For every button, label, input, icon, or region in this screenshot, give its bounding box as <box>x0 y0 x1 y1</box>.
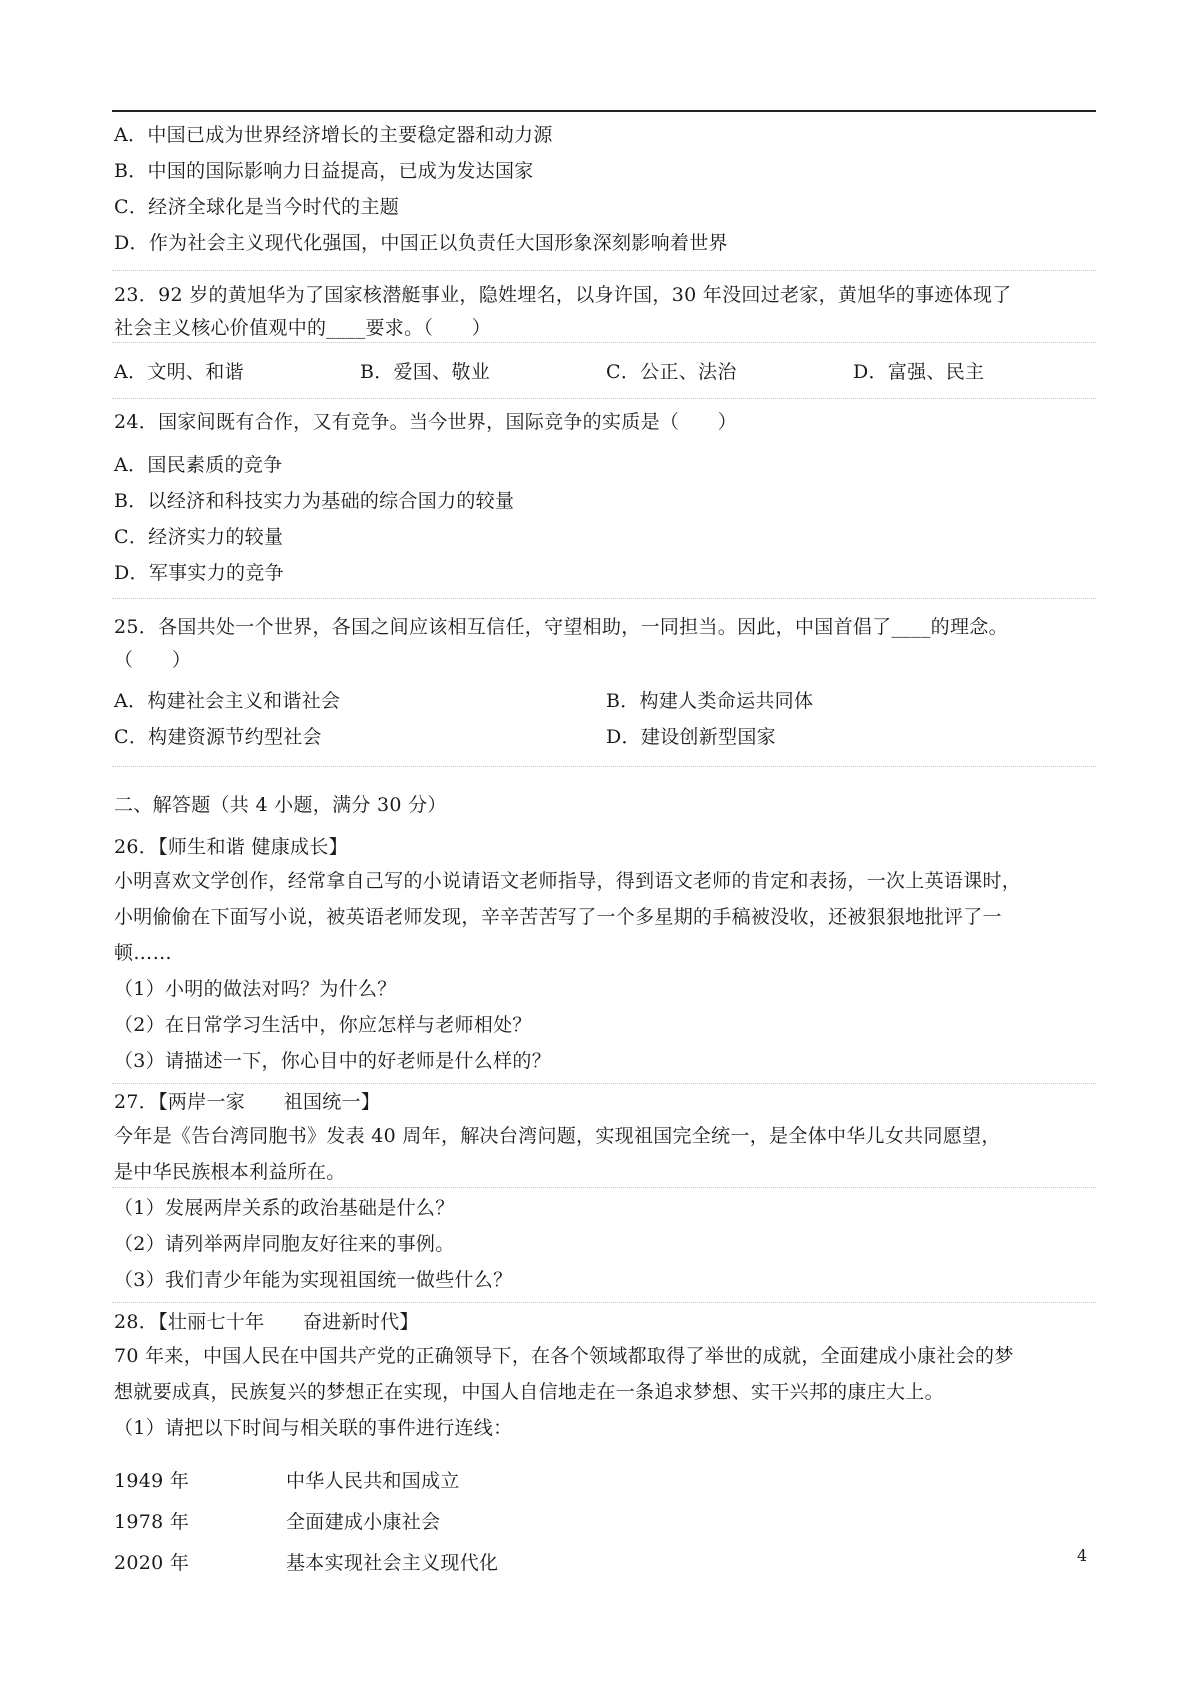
q27-passage-line-2: 是中华民族根本利益所在。 <box>114 1161 346 1183</box>
q28-sub-1: （1）请把以下时间与相关联的事件进行连线： <box>114 1417 513 1439</box>
q25-option-b: B．构建人类命运共同体 <box>606 690 814 712</box>
q24-option-a: A．国民素质的竞争 <box>114 454 283 476</box>
q23-option-c: C．公正、法治 <box>606 361 737 383</box>
q22-option-c: C．经济全球化是当今时代的主题 <box>114 196 400 218</box>
separator <box>112 270 1096 271</box>
q24-option-b: B．以经济和科技实力为基础的综合国力的较量 <box>114 490 515 512</box>
q23-option-d: D．富强、民主 <box>853 361 985 383</box>
q23-option-b: B．爱国、敬业 <box>360 361 491 383</box>
section-heading: 二、解答题（共 4 小题，满分 30 分） <box>114 794 447 816</box>
q24-option-d: D．军事实力的竞争 <box>114 562 284 584</box>
q23-option-a: A．文明、和谐 <box>114 361 244 383</box>
q27-sub-3: （3）我们青少年能为实现祖国统一做些什么？ <box>114 1269 513 1291</box>
q23-stem-line-1: 23．92 岁的黄旭华为了国家核潜艇事业，隐姓埋名，以身许国，30 年没回过老家，黄旭华的事迹体现了 <box>114 284 1012 306</box>
q27-sub-1: （1）发展两岸关系的政治基础是什么？ <box>114 1197 455 1219</box>
q23-stem-line-2: 社会主义核心价值观中的____要求。（ ） <box>114 317 492 339</box>
q28-event-3: 基本实现社会主义现代化 <box>286 1552 499 1574</box>
separator <box>112 342 1096 343</box>
q26-passage-line-2: 小明偷偷在下面写小说，被英语老师发现，辛辛苦苦写了一个多星期的手稿被没收，还被狠狠地批评了一 <box>114 906 1002 928</box>
q25-option-d: D．建设创新型国家 <box>606 726 776 748</box>
q27-title: 27．【两岸一家 祖国统一】 <box>114 1091 381 1113</box>
q27-passage-line-1: 今年是《告台湾同胞书》发表 40 周年，解决台湾问题，实现祖国完全统一，是全体中华儿女共同愿望， <box>114 1125 1001 1147</box>
q24-option-c: C．经济实力的较量 <box>114 526 284 548</box>
q27-sub-2: （2）请列举两岸同胞友好往来的事例。 <box>114 1233 455 1255</box>
q26-passage-line-3: 顿…… <box>114 942 172 964</box>
q28-event-2: 全面建成小康社会 <box>286 1511 441 1533</box>
q25-stem-line-2: （ ） <box>114 649 192 671</box>
q25-option-a: A．构建社会主义和谐社会 <box>114 690 341 712</box>
page-number: 4 <box>1077 1546 1088 1565</box>
q28-year-1949: 1949 年 <box>114 1470 190 1492</box>
q22-option-a: A．中国已成为世界经济增长的主要稳定器和动力源 <box>114 124 553 146</box>
q26-sub-1: （1）小明的做法对吗？为什么？ <box>114 978 397 1000</box>
q22-option-d: D．作为社会主义现代化强国，中国正以负责任大国形象深刻影响着世界 <box>114 232 728 254</box>
header-rule <box>112 110 1096 112</box>
separator <box>112 1302 1096 1303</box>
q24-stem: 24．国家间既有合作，又有竞争。当今世界，国际竞争的实质是（ ） <box>114 411 738 433</box>
q28-title: 28．【壮丽七十年 奋进新时代】 <box>114 1311 419 1333</box>
separator <box>112 766 1096 767</box>
separator <box>112 1083 1096 1084</box>
q28-year-2020: 2020 年 <box>114 1552 190 1574</box>
q26-passage-line-1: 小明喜欢文学创作，经常拿自己写的小说请语文老师指导，得到语文老师的肯定和表扬，一次上英语课时， <box>114 870 1022 892</box>
separator <box>112 598 1096 599</box>
q26-title: 26．【师生和谐 健康成长】 <box>114 836 348 858</box>
q28-event-1: 中华人民共和国成立 <box>286 1470 460 1492</box>
q28-passage-line-2: 想就要成真，民族复兴的梦想正在实现，中国人自信地走在一条追求梦想、实干兴邦的康庄大上。 <box>114 1381 944 1403</box>
q28-year-1978: 1978 年 <box>114 1511 190 1533</box>
separator <box>112 1187 1096 1188</box>
q25-option-c: C．构建资源节约型社会 <box>114 726 322 748</box>
separator <box>112 398 1096 399</box>
q25-stem-line-1: 25．各国共处一个世界，各国之间应该相互信任，守望相助，一同担当。因此，中国首倡了____的理念。 <box>114 616 1008 638</box>
q28-passage-line-1: 70 年来，中国人民在中国共产党的正确领导下，在各个领域都取得了举世的成就，全面建成小康社会的梦 <box>114 1345 1014 1367</box>
q26-sub-3: （3）请描述一下，你心目中的好老师是什么样的？ <box>114 1050 551 1072</box>
q22-option-b: B．中国的国际影响力日益提高，已成为发达国家 <box>114 160 534 182</box>
q26-sub-2: （2）在日常学习生活中，你应怎样与老师相处？ <box>114 1014 532 1036</box>
